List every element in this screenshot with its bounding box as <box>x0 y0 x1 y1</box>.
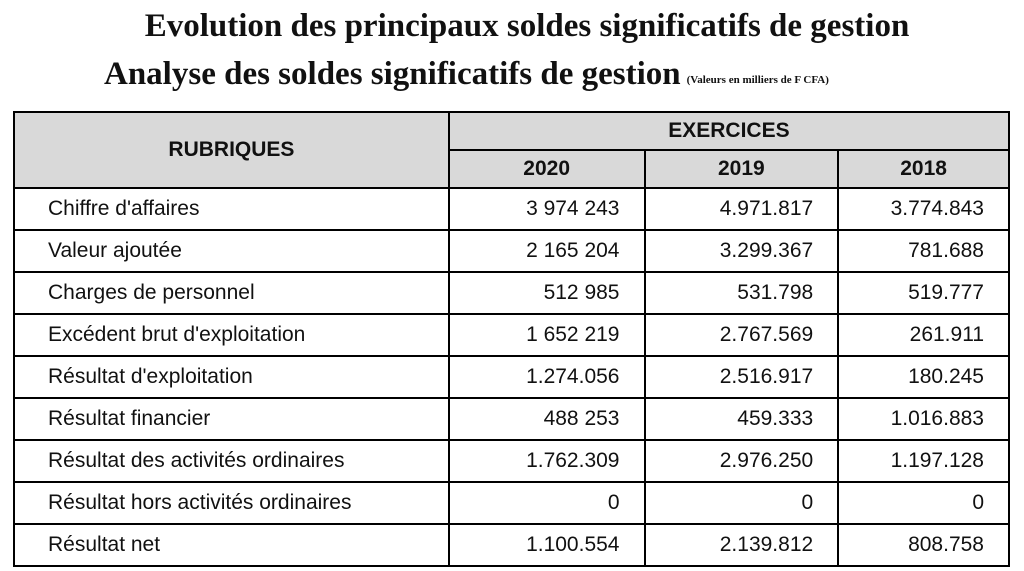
cell-2018: 0 <box>838 482 1009 524</box>
table-row <box>14 314 1009 356</box>
cell-2020: 0 <box>449 482 645 524</box>
cell-2020: 512 985 <box>449 272 645 314</box>
cell-2019: 4.971.817 <box>645 188 839 230</box>
table-row <box>14 482 1009 524</box>
header-rubriques: RUBRIQUES <box>14 112 449 188</box>
cell-2019: 3.299.367 <box>645 230 839 272</box>
table-row <box>14 272 1009 314</box>
cell-2019: 2.139.812 <box>645 524 839 566</box>
row-label: Excédent brut d'exploitation <box>14 314 449 356</box>
cell-2019: 459.333 <box>645 398 839 440</box>
subtitle-text: Analyse des soldes significatifs de gestion <box>104 56 681 92</box>
row-label: Chiffre d'affaires <box>14 188 449 230</box>
cell-2019: 2.516.917 <box>645 356 839 398</box>
row-label: Valeur ajoutée <box>14 230 449 272</box>
header-year-2019: 2019 <box>645 150 839 188</box>
header-year-2018: 2018 <box>838 150 1009 188</box>
page-subtitle <box>104 56 829 93</box>
cell-2019: 0 <box>645 482 839 524</box>
cell-2020: 2 165 204 <box>449 230 645 272</box>
row-label: Charges de personnel <box>14 272 449 314</box>
cell-2019: 2.976.250 <box>645 440 839 482</box>
cell-2018: 519.777 <box>838 272 1009 314</box>
row-label: Résultat hors activités ordinaires <box>14 482 449 524</box>
unit-note: (Valeurs en milliers de F CFA) <box>686 74 829 86</box>
row-label: Résultat d'exploitation <box>14 356 449 398</box>
soldes-table <box>13 111 1010 567</box>
row-label: Résultat des activités ordinaires <box>14 440 449 482</box>
header-year-2020: 2020 <box>449 150 645 188</box>
cell-2018: 180.245 <box>838 356 1009 398</box>
cell-2018: 781.688 <box>838 230 1009 272</box>
table-row <box>14 440 1009 482</box>
cell-2018: 1.197.128 <box>838 440 1009 482</box>
cell-2020: 488 253 <box>449 398 645 440</box>
row-label: Résultat financier <box>14 398 449 440</box>
cell-2019: 531.798 <box>645 272 839 314</box>
row-label: Résultat net <box>14 524 449 566</box>
cell-2020: 1 652 219 <box>449 314 645 356</box>
cell-2018: 808.758 <box>838 524 1009 566</box>
cell-2020: 1.100.554 <box>449 524 645 566</box>
cell-2018: 261.911 <box>838 314 1009 356</box>
header-exercices: EXERCICES <box>449 112 1009 150</box>
table-row <box>14 356 1009 398</box>
table-row <box>14 230 1009 272</box>
table-row <box>14 188 1009 230</box>
cell-2020: 3 974 243 <box>449 188 645 230</box>
table-row <box>14 524 1009 566</box>
cell-2020: 1.274.056 <box>449 356 645 398</box>
cell-2018: 3.774.843 <box>838 188 1009 230</box>
cell-2020: 1.762.309 <box>449 440 645 482</box>
cell-2019: 2.767.569 <box>645 314 839 356</box>
cell-2018: 1.016.883 <box>838 398 1009 440</box>
page-title: Evolution des principaux soldes significatifs de gestion <box>144 8 910 44</box>
table-row <box>14 398 1009 440</box>
